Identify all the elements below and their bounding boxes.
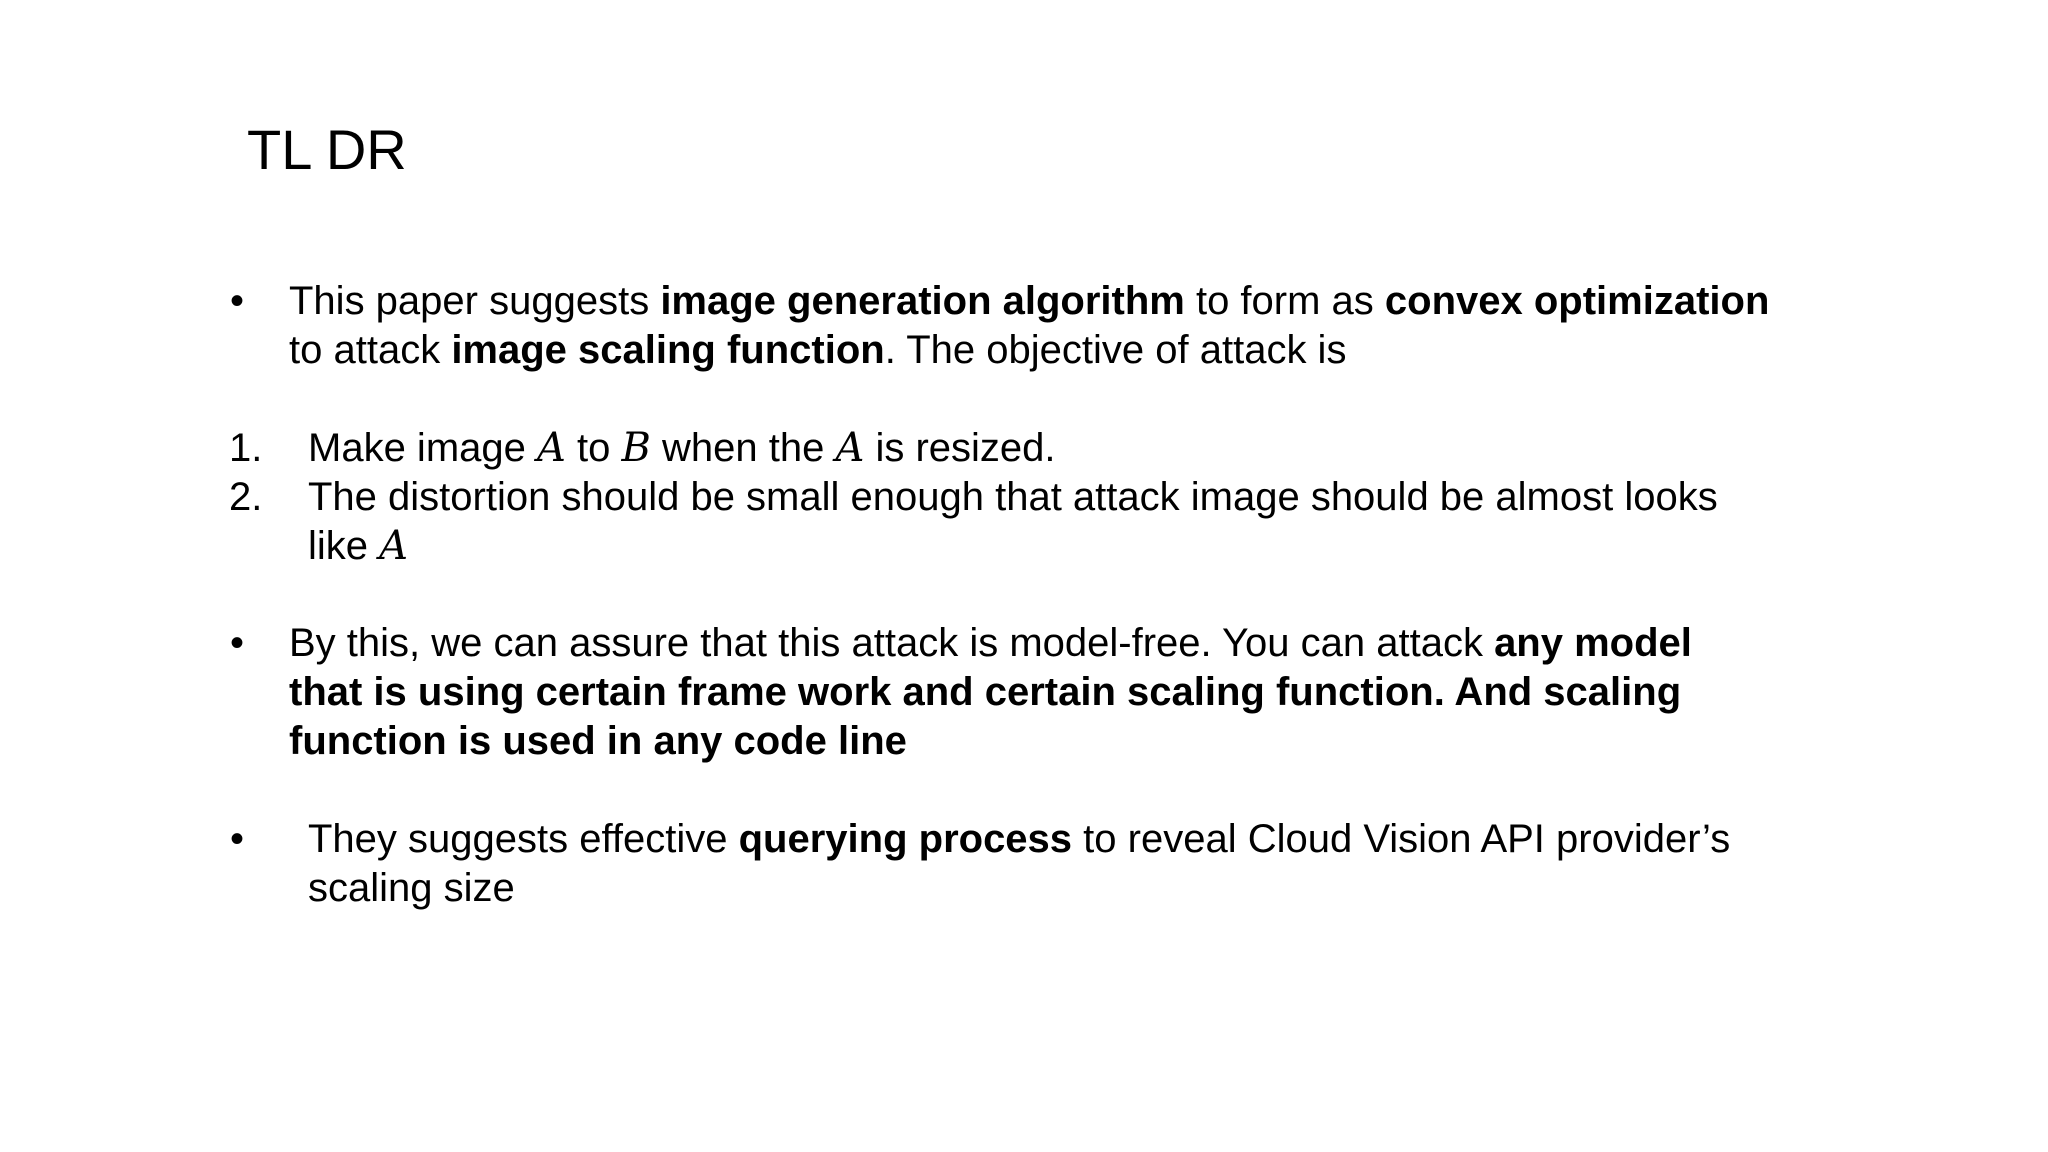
bullet-item-2-text <box>289 619 1692 766</box>
text-run: is resized. <box>864 426 1056 470</box>
text-line <box>289 619 1692 668</box>
text-run: scaling size <box>308 866 515 910</box>
bold-text: any model <box>1494 621 1692 665</box>
text-line <box>289 326 1769 375</box>
bold-text: image scaling function <box>451 328 885 372</box>
text-line <box>308 815 1730 864</box>
text-run: This paper suggests <box>289 279 661 323</box>
bullet-marker: • <box>230 817 245 861</box>
bold-text: image generation algorithm <box>660 279 1185 323</box>
text-line <box>308 864 1730 913</box>
bold-text: convex optimization <box>1384 279 1770 323</box>
slide-title: TL DR <box>247 118 407 181</box>
text-line <box>308 473 1718 522</box>
list-number: 1. <box>229 426 263 470</box>
text-line <box>289 668 1692 717</box>
bullet-item-3-text <box>308 815 1730 913</box>
bullet-item-1-text <box>289 277 1769 375</box>
text-run: to <box>565 426 622 470</box>
text-run: They suggests effective <box>308 817 739 861</box>
bold-text: function is used in any code line <box>289 719 907 763</box>
numbered-item-1-text <box>308 424 1056 473</box>
text-run: to reveal Cloud Vision API provider’s <box>1072 817 1731 861</box>
math-variable: A <box>379 523 409 569</box>
text-run: By this, we can assure that this attack is model-free. You can attack <box>289 621 1495 665</box>
math-variable: A <box>536 425 566 471</box>
text-run: . The objective of attack is <box>884 328 1347 372</box>
text-run: Make image <box>308 426 537 470</box>
numbered-item-2-text <box>308 473 1718 571</box>
text-run: when the <box>650 426 836 470</box>
text-line <box>289 277 1769 326</box>
text-line <box>308 424 1056 473</box>
text-line <box>308 522 1718 571</box>
math-variable: A <box>835 425 865 471</box>
text-run: to attack <box>289 328 452 372</box>
bullet-marker: • <box>230 279 245 323</box>
bold-text: querying process <box>738 817 1073 861</box>
bullet-marker: • <box>230 621 245 665</box>
text-run: The distortion should be small enough that attack image should be almost looks <box>308 475 1718 519</box>
bold-text: that is using certain frame work and certain scaling function. And scaling <box>289 670 1682 714</box>
text-run: like <box>308 524 380 568</box>
text-run: to form as <box>1184 279 1385 323</box>
text-line <box>289 717 1692 766</box>
math-variable: B <box>621 425 651 471</box>
list-number: 2. <box>229 475 263 519</box>
